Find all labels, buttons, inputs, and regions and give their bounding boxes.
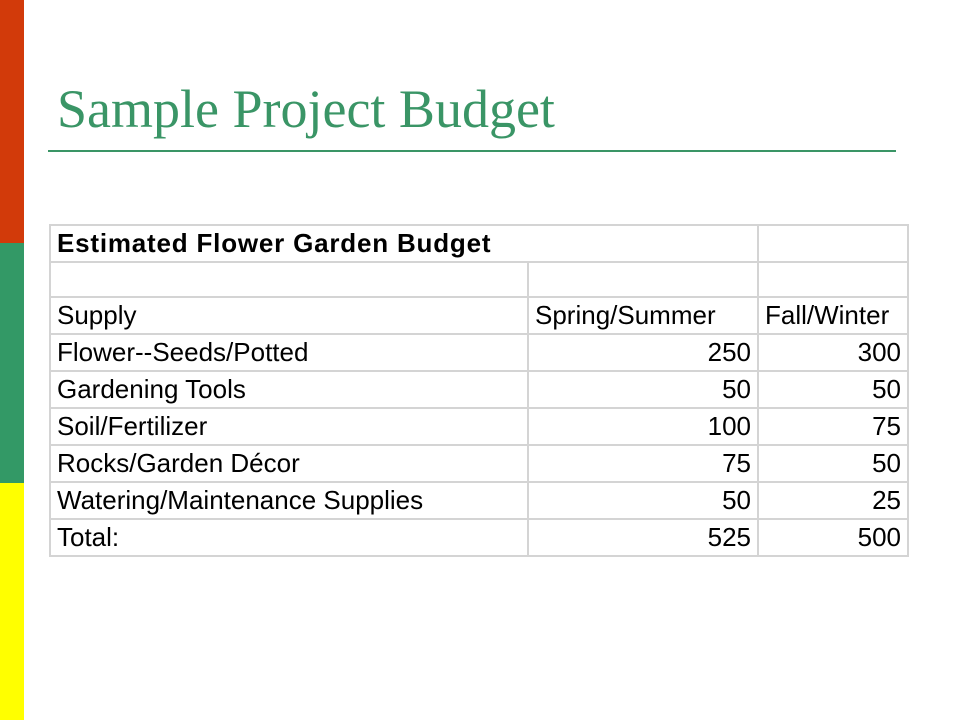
table-header-row bbox=[50, 297, 908, 334]
title-underline bbox=[48, 150, 896, 152]
table-row bbox=[50, 482, 908, 519]
table-cell-empty bbox=[528, 262, 758, 297]
side-color-bar bbox=[0, 0, 24, 720]
spring-value-cell: 50 bbox=[528, 371, 758, 408]
total-label: Total: bbox=[50, 519, 528, 556]
header-spring-summer: Spring/Summer bbox=[528, 297, 758, 334]
table-cell-empty bbox=[50, 262, 528, 297]
fall-value-cell: 75 bbox=[758, 408, 908, 445]
table-row bbox=[50, 408, 908, 445]
fall-value-cell: 50 bbox=[758, 445, 908, 482]
table-row bbox=[50, 445, 908, 482]
fall-value-cell: 25 bbox=[758, 482, 908, 519]
supply-cell: Soil/Fertilizer bbox=[50, 408, 528, 445]
supply-cell: Gardening Tools bbox=[50, 371, 528, 408]
slide-title: Sample Project Budget bbox=[57, 79, 555, 139]
budget-table bbox=[49, 224, 909, 557]
header-fall-winter: Fall/Winter bbox=[758, 297, 908, 334]
table-title-row bbox=[50, 225, 908, 262]
fall-value-cell: 300 bbox=[758, 334, 908, 371]
table-total-row bbox=[50, 519, 908, 556]
table-title: Estimated Flower Garden Budget bbox=[50, 225, 758, 262]
table-cell-empty bbox=[758, 262, 908, 297]
total-fall: 500 bbox=[758, 519, 908, 556]
table-row bbox=[50, 334, 908, 371]
supply-cell: Flower--Seeds/Potted bbox=[50, 334, 528, 371]
spring-value-cell: 100 bbox=[528, 408, 758, 445]
spring-value-cell: 75 bbox=[528, 445, 758, 482]
table-cell-empty bbox=[758, 225, 908, 262]
side-bar-red-segment bbox=[0, 0, 24, 243]
spring-value-cell: 50 bbox=[528, 482, 758, 519]
table-row bbox=[50, 371, 908, 408]
side-bar-green-segment bbox=[0, 243, 24, 483]
total-spring: 525 bbox=[528, 519, 758, 556]
header-supply: Supply bbox=[50, 297, 528, 334]
supply-cell: Watering/Maintenance Supplies bbox=[50, 482, 528, 519]
spring-value-cell: 250 bbox=[528, 334, 758, 371]
fall-value-cell: 50 bbox=[758, 371, 908, 408]
table-blank-row bbox=[50, 262, 908, 297]
supply-cell: Rocks/Garden Décor bbox=[50, 445, 528, 482]
side-bar-yellow-segment bbox=[0, 483, 24, 720]
